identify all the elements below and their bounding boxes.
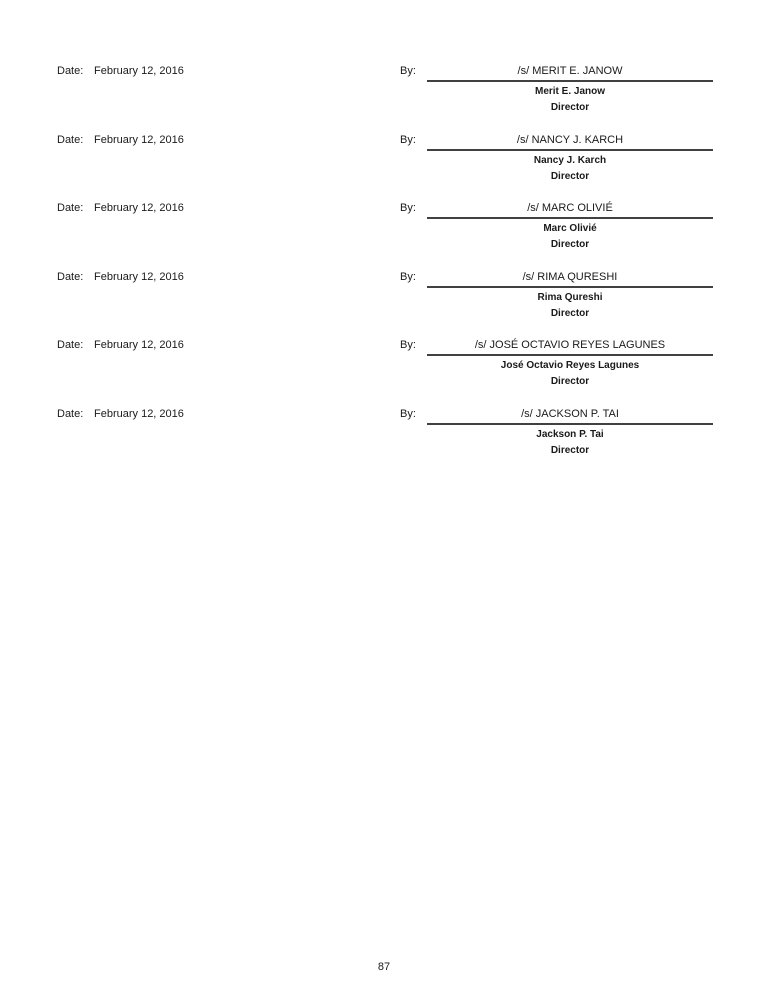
signature-area bbox=[427, 338, 713, 388]
date-label: Date: bbox=[57, 339, 84, 351]
signature-block bbox=[0, 338, 768, 394]
by-label: By: bbox=[400, 408, 416, 420]
signature-line: /s/ MARC OLIVIÉ bbox=[427, 201, 713, 219]
signature-line: /s/ JOSÉ OCTAVIO REYES LAGUNES bbox=[427, 338, 713, 356]
signature-block bbox=[0, 270, 768, 326]
date-label: Date: bbox=[57, 134, 84, 146]
signer-name: Rima Qureshi bbox=[537, 292, 603, 303]
signature-line: /s/ MERIT E. JANOW bbox=[427, 64, 713, 82]
date-value: February 12, 2016 bbox=[94, 134, 184, 146]
date-value: February 12, 2016 bbox=[94, 408, 184, 420]
signature-block bbox=[0, 64, 768, 120]
signature-block bbox=[0, 201, 768, 257]
by-label: By: bbox=[400, 202, 416, 214]
signer-name: Merit E. Janow bbox=[534, 86, 605, 97]
date-label: Date: bbox=[57, 271, 84, 283]
signer-name: Jackson P. Tai bbox=[536, 429, 604, 440]
signer-name: Nancy J. Karch bbox=[533, 155, 607, 166]
signer-title: Director bbox=[550, 102, 590, 113]
signer-title: Director bbox=[550, 445, 590, 456]
page-number: 87 bbox=[377, 961, 391, 973]
signature-line: /s/ JACKSON P. TAI bbox=[427, 407, 713, 425]
signer-title: Director bbox=[550, 376, 590, 387]
date-value: February 12, 2016 bbox=[94, 202, 184, 214]
by-label: By: bbox=[400, 65, 416, 77]
signature-area bbox=[427, 201, 713, 251]
signature-line: /s/ NANCY J. KARCH bbox=[427, 133, 713, 151]
signature-line: /s/ RIMA QURESHI bbox=[427, 270, 713, 288]
date-value: February 12, 2016 bbox=[94, 65, 184, 77]
signature-area bbox=[427, 133, 713, 183]
by-label: By: bbox=[400, 271, 416, 283]
signature-area bbox=[427, 64, 713, 114]
by-label: By: bbox=[400, 339, 416, 351]
signature-block bbox=[0, 133, 768, 189]
date-value: February 12, 2016 bbox=[94, 339, 184, 351]
signature-area bbox=[427, 270, 713, 320]
signer-title: Director bbox=[550, 239, 590, 250]
signer-name: Marc Olivié bbox=[543, 223, 597, 234]
date-label: Date: bbox=[57, 202, 84, 214]
by-label: By: bbox=[400, 134, 416, 146]
date-label: Date: bbox=[57, 65, 84, 77]
signature-area bbox=[427, 407, 713, 457]
date-value: February 12, 2016 bbox=[94, 271, 184, 283]
signer-title: Director bbox=[550, 308, 590, 319]
date-label: Date: bbox=[57, 408, 84, 420]
signature-block bbox=[0, 407, 768, 463]
signer-name: José Octavio Reyes Lagunes bbox=[500, 360, 640, 371]
signer-title: Director bbox=[550, 171, 590, 182]
